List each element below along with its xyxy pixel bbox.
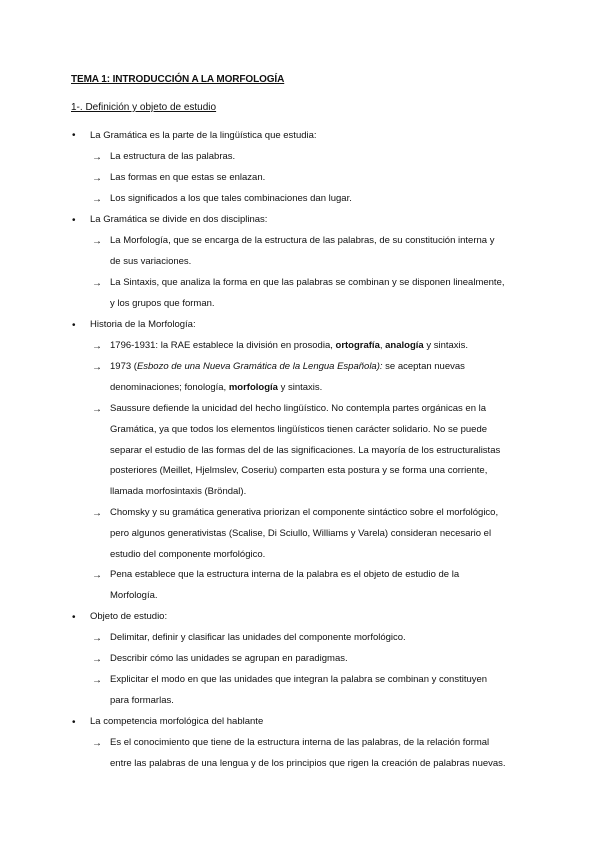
bullet-2-marker: • bbox=[72, 215, 76, 226]
bullet-5-marker: • bbox=[72, 717, 76, 728]
b3-item-3-line: posteriores (Meillet, Hjelmslev, Coseriu) comparten esta postura y se forma una corriente, bbox=[110, 465, 488, 477]
b4-item-3-line: para formarlas. bbox=[110, 694, 174, 706]
b3-item-1-bold-ortografia: ortografía bbox=[335, 340, 380, 351]
b3-item-1-part: 1796-1931: la RAE establece la división en prosodia, bbox=[110, 340, 336, 351]
bullet-5-text: La competencia morfológica del hablante bbox=[90, 716, 264, 727]
arrow-icon: → bbox=[92, 570, 102, 581]
b3-item-1-part: y sintaxis. bbox=[423, 340, 469, 351]
bullet-3-text: Historia de la Morfología: bbox=[90, 319, 196, 330]
b3-item-2-line-2 bbox=[110, 378, 530, 399]
b3-item-2-italic-title: Esbozo de una Nueva Gramática de la Lengua Española): bbox=[136, 361, 383, 372]
arrow-icon: → bbox=[92, 675, 102, 686]
section-heading: 1-. Definición y objeto de estudio bbox=[71, 102, 217, 113]
arrow-icon: → bbox=[92, 173, 102, 184]
b3-item-2-bold-morfologia: morfología bbox=[228, 381, 278, 393]
b2-item-2-line-2: y los grupos que forman. bbox=[110, 297, 215, 309]
bullet-2-text: La Gramática se divide en dos disciplinas: bbox=[90, 214, 268, 225]
b3-item-3-line: separar el estudio de las formas del de las significaciones. La mayoría de los estructuralistas bbox=[110, 444, 501, 456]
b3-item-4-line: estudio del componente morfológico. bbox=[110, 548, 266, 560]
b3-item-3-line: Saussure defiende la unicidad del hecho lingüístico. No contempla partes orgánicas en la bbox=[110, 403, 487, 414]
b3-item-5-line: Morfología. bbox=[110, 589, 158, 601]
b3-item-2-part: se aceptan nuevas bbox=[382, 361, 465, 372]
b5-item-1 bbox=[110, 733, 530, 775]
b3-item-1-bold-analogia: analogía bbox=[385, 340, 424, 351]
arrow-icon: → bbox=[92, 278, 102, 289]
b1-item-3: Los significados a los que tales combinaciones dan lugar. bbox=[110, 193, 352, 204]
arrow-icon: → bbox=[92, 633, 102, 644]
arrow-icon: → bbox=[92, 236, 102, 247]
b3-item-3-line: Gramática, ya que todos los elementos lingüísticos tienen carácter solidario. No se puede bbox=[110, 423, 488, 435]
b3-item-4 bbox=[110, 503, 530, 565]
b3-item-3-line: llamada morfosintaxis (Bröndal). bbox=[110, 486, 247, 498]
arrow-icon: → bbox=[92, 738, 102, 749]
bullet-4-text: Objeto de estudio: bbox=[90, 611, 168, 622]
b4-item-1: Delimitar, definir y clasificar las unidades del componente morfológico. bbox=[110, 632, 406, 643]
b3-item-1 bbox=[110, 336, 530, 357]
bullet-1-marker: • bbox=[72, 130, 76, 141]
b2-item-1-line-2: de sus variaciones. bbox=[110, 255, 192, 267]
b3-item-5-line: Pena establece que la estructura interna de la palabra es el objeto de estudio de la bbox=[110, 569, 460, 580]
arrow-icon: → bbox=[92, 341, 102, 352]
b1-item-2: Las formas en que estas se enlazan. bbox=[110, 172, 266, 183]
b5-item-1-line: Es el conocimiento que tiene de la estructura interna de las palabras, de la relación formal bbox=[110, 737, 490, 748]
b3-item-5 bbox=[110, 565, 530, 607]
b3-item-4-line: Chomsky y su gramática generativa priorizan el componente sintáctico sobre el morfológico, bbox=[110, 507, 499, 518]
b3-item-2-line-1 bbox=[110, 357, 530, 378]
b2-item-1-line-1: La Morfología, que se encarga de la estructura de las palabras, de su constitución interna y bbox=[110, 235, 495, 246]
arrow-icon: → bbox=[92, 404, 102, 415]
b4-item-3-line: Explicitar el modo en que las unidades que integran la palabra se combinan y constituyen bbox=[110, 674, 488, 685]
arrow-icon: → bbox=[92, 362, 102, 373]
document-title: TEMA 1: INTRODUCCIÓN A LA MORFOLOGÍA bbox=[71, 74, 285, 85]
arrow-icon: → bbox=[92, 152, 102, 163]
b3-item-2-part: 1973 ( bbox=[110, 361, 137, 372]
b4-item-3 bbox=[110, 670, 530, 712]
b3-item-2 bbox=[110, 357, 530, 399]
b3-item-4-line: pero algunos generativistas (Scalise, Di Sciullo, Williams y Varela) consideran necesario el bbox=[110, 527, 492, 539]
arrow-icon: → bbox=[92, 654, 102, 665]
bullet-3-marker: • bbox=[72, 320, 76, 331]
b5-item-1-line: entre las palabras de una lengua y de los principios que rigen la creación de palabras nuevas. bbox=[110, 757, 506, 769]
b2-item-2-line-1: La Sintaxis, que analiza la forma en que las palabras se combinan y se disponen linealmente, bbox=[110, 277, 505, 288]
b4-item-2: Describir cómo las unidades se agrupan en paradigmas. bbox=[110, 653, 348, 664]
arrow-icon: → bbox=[92, 194, 102, 205]
b3-item-2-part: y sintaxis. bbox=[277, 381, 323, 393]
bullet-4-marker: • bbox=[72, 612, 76, 623]
b3-item-2-part: denominaciones; fonología, bbox=[110, 381, 229, 393]
b3-item-3 bbox=[110, 399, 530, 503]
arrow-icon: → bbox=[92, 508, 102, 519]
b1-item-1: La estructura de las palabras. bbox=[110, 151, 236, 162]
b2-item-1 bbox=[110, 231, 530, 273]
b3-item-1-part: , bbox=[379, 340, 386, 351]
bullet-1-text: La Gramática es la parte de la lingüística que estudia: bbox=[90, 130, 317, 141]
b2-item-2 bbox=[110, 273, 530, 315]
